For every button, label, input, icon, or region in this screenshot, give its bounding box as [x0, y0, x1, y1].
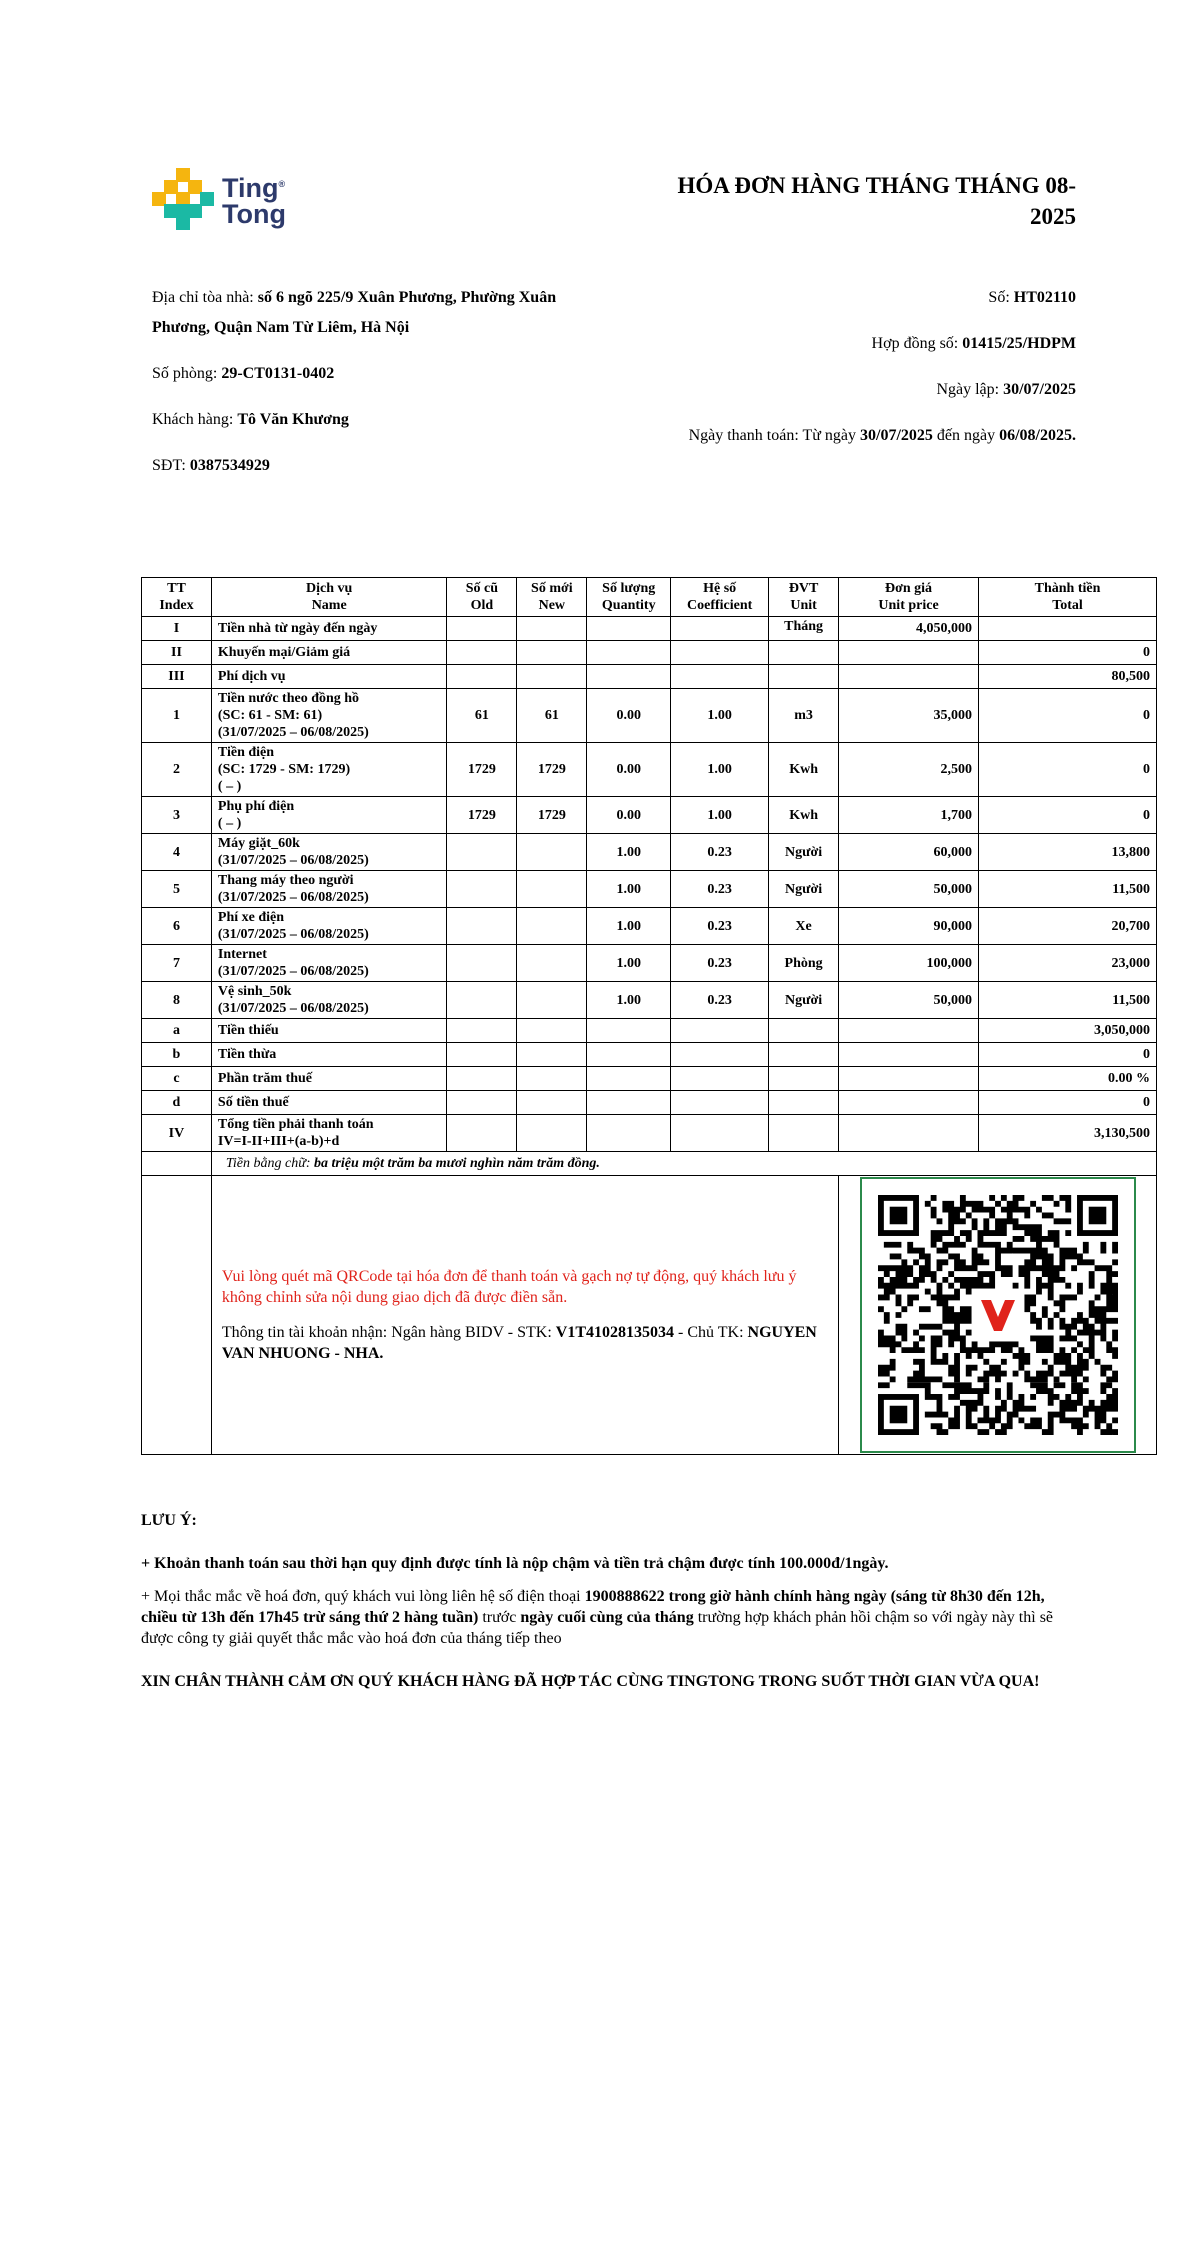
row-name-line: Tiền điện: [217, 745, 275, 760]
table-row: [142, 617, 1157, 641]
late-fee-note: + Khoản thanh toán sau thời hạn quy định được tính là nộp chậm và tiền trả chậm được tính 100.000đ/1ngày.: [141, 1555, 889, 1572]
table-row: [142, 982, 1157, 1019]
qr-instruction: Vui lòng quét mã QRCode tại hóa đơn để thanh toán và gạch nợ tự động, quý khách lưu ý không chỉnh sửa nội dung giao dịch đã được điền sẵn.: [221, 1268, 797, 1306]
thanks-note: XIN CHÂN THÀNH CẢM ƠN QUÝ KHÁCH HÀNG ĐÃ HỢP TÁC CÙNG TINGTONG TRONG SUỐT THỜI GIAN VỪA QUA!: [141, 1673, 1040, 1690]
qr-frame: [860, 1177, 1136, 1453]
row-old: [447, 834, 517, 871]
room-label: Số phòng:: [152, 365, 218, 382]
table-row: [142, 1115, 1157, 1152]
contact-mid: trước: [482, 1609, 517, 1626]
row-index: II: [142, 641, 212, 665]
row-coefficient: [671, 665, 769, 689]
table-row: [142, 797, 1157, 834]
row-total: 23,000: [979, 945, 1157, 982]
customer-info: [152, 283, 612, 481]
row-quantity: 1.00: [587, 982, 671, 1019]
row-name: [211, 617, 447, 641]
row-name-line: Khuyến mại/Giảm giá: [217, 645, 351, 660]
column-header-vi: TT: [167, 581, 186, 596]
row-name-line: ( – ): [217, 816, 242, 831]
row-total: 0: [979, 641, 1157, 665]
column-header-vi: Hệ số: [703, 581, 737, 596]
column-header-en: Name: [311, 598, 347, 613]
invoice-title: HÓA ĐƠN HÀNG THÁNG THÁNG 08-2025: [677, 173, 1076, 229]
contact-suffix: trường hợp khách phản hồi chậm so với ngày này thì sẽ được công ty giải quyết thắc mắc vào hoá đơn của tháng tiếp theo: [141, 1609, 1054, 1647]
row-old: [447, 1019, 517, 1043]
table-row: [142, 871, 1157, 908]
row-old: [447, 871, 517, 908]
column-header-vi: Dịch vụ: [306, 581, 353, 596]
owner-label: - Chủ TK:: [678, 1324, 744, 1341]
row-coefficient: [671, 641, 769, 665]
row-new: [517, 617, 587, 641]
row-total: 80,500: [979, 665, 1157, 689]
column-header: [839, 578, 979, 617]
column-header-vi: Số cũ: [465, 581, 499, 596]
row-quantity: 1.00: [587, 871, 671, 908]
row-name: [211, 1043, 447, 1067]
row-quantity: 1.00: [587, 945, 671, 982]
row-name: [211, 797, 447, 834]
contract-line: [606, 329, 1076, 359]
row-name-line: Internet: [217, 947, 267, 962]
row-new: [517, 665, 587, 689]
column-header-en: Index: [159, 598, 194, 613]
row-name: [211, 1091, 447, 1115]
table-row: [142, 1019, 1157, 1043]
contract-label: Hợp đồng số:: [871, 335, 959, 352]
row-index: 5: [142, 871, 212, 908]
column-header-vi: Số mới: [531, 581, 573, 596]
table-row: [142, 908, 1157, 945]
column-header: [517, 578, 587, 617]
bank-account-info: [222, 1322, 828, 1364]
amount-in-words-label: Tiền bằng chữ:: [225, 1156, 311, 1171]
row-coefficient: [671, 1091, 769, 1115]
created-date-label: Ngày lập:: [936, 381, 1000, 398]
column-header-en: Coefficient: [687, 598, 753, 613]
row-new: 61: [517, 689, 587, 743]
row-total: 0.00 %: [979, 1067, 1157, 1091]
row-index: b: [142, 1043, 212, 1067]
row-unit: Người: [769, 982, 839, 1019]
row-name-line: Phụ phí điện: [217, 799, 295, 814]
invoice-number-value: HT02110: [1013, 289, 1076, 306]
row-quantity: [587, 1115, 671, 1152]
amount-in-words-value: ba triệu một trăm ba mươi nghìn năm trăm đồng.: [314, 1156, 600, 1171]
row-name-line: IV=I-II+III+(a-b)+d: [217, 1134, 340, 1149]
row-old: 1729: [447, 797, 517, 834]
phone-value: 0387534929: [189, 457, 270, 474]
table-row: [142, 1043, 1157, 1067]
row-unit: [769, 641, 839, 665]
row-new: [517, 641, 587, 665]
row-total: 3,130,500: [979, 1115, 1157, 1152]
row-new: [517, 1067, 587, 1091]
column-header: [447, 578, 517, 617]
row-quantity: [587, 641, 671, 665]
column-header-en: New: [538, 598, 566, 613]
phone-label: SĐT:: [152, 457, 186, 474]
row-coefficient: 0.23: [671, 908, 769, 945]
address-line: [152, 283, 612, 343]
row-name: [211, 641, 447, 665]
invoice-meta: [606, 283, 1076, 451]
table-row: [142, 834, 1157, 871]
row-unit: [769, 1115, 839, 1152]
contact-note: [141, 1586, 1061, 1649]
column-header-en: Total: [1052, 598, 1083, 613]
row-index: d: [142, 1091, 212, 1115]
row-index: 3: [142, 797, 212, 834]
row-old: [447, 1115, 517, 1152]
row-total: 0: [979, 1043, 1157, 1067]
payment-date-to: 06/08/2025.: [999, 427, 1076, 444]
row-unit: Người: [769, 871, 839, 908]
row-quantity: [587, 617, 671, 641]
notes-label: LƯU Ý:: [141, 1512, 197, 1529]
row-name: [211, 982, 447, 1019]
row-unit: [769, 1043, 839, 1067]
column-header: [979, 578, 1157, 617]
row-name-line: (31/07/2025 – 06/08/2025): [217, 890, 369, 905]
row-name-line: Máy giặt_60k: [217, 836, 300, 851]
row-name-line: Tiền thiếu: [217, 1023, 279, 1038]
column-header: [671, 578, 769, 617]
column-header-en: Old: [470, 598, 494, 613]
table-row: [142, 743, 1157, 797]
row-name-line: Tiền thừa: [217, 1047, 277, 1062]
row-old: [447, 1043, 517, 1067]
table-row: [142, 1091, 1157, 1115]
row-unit-price: 100,000: [839, 945, 979, 982]
row-unit-price: [839, 1091, 979, 1115]
row-name-line: Vệ sinh_50k: [217, 984, 292, 999]
row-coefficient: 1.00: [671, 689, 769, 743]
payment-instructions: [211, 1176, 838, 1455]
table-row: [142, 665, 1157, 689]
payment-date-label: Ngày thanh toán: Từ ngày: [688, 427, 857, 444]
row-name-line: (31/07/2025 – 06/08/2025): [217, 853, 369, 868]
row-unit: Xe: [769, 908, 839, 945]
row-quantity: [587, 1091, 671, 1115]
row-name: [211, 945, 447, 982]
row-name-line: Tổng tiền phải thanh toán: [217, 1117, 374, 1132]
row-coefficient: [671, 1067, 769, 1091]
notes-section: [141, 1510, 1061, 1704]
row-old: 61: [447, 689, 517, 743]
row-unit: m3: [769, 689, 839, 743]
row-new: [517, 982, 587, 1019]
row-name-line: (SC: 1729 - SM: 1729): [217, 762, 351, 777]
row-name: [211, 1067, 447, 1091]
row-quantity: 1.00: [587, 908, 671, 945]
row-name: [211, 1115, 447, 1152]
payment-date-mid: đến ngày: [936, 427, 996, 444]
row-index: 2: [142, 743, 212, 797]
row-unit-price: [839, 1043, 979, 1067]
empty-cell: [142, 1152, 212, 1176]
row-new: [517, 1043, 587, 1067]
amount-in-words-row: [142, 1152, 1157, 1176]
qr-cell: [839, 1176, 1157, 1455]
contact-hours: 1900888622 trong giờ hành chính hàng ngày (sáng từ 8h30 đến 12h, chiều từ 13h đến 17h45 trừ sáng thứ 2 hàng tuần): [141, 1588, 1045, 1626]
row-old: [447, 665, 517, 689]
row-quantity: [587, 665, 671, 689]
row-name-line: (31/07/2025 – 06/08/2025): [217, 725, 369, 740]
row-coefficient: 0.23: [671, 982, 769, 1019]
account-number: V1T41028135034: [555, 1324, 675, 1341]
contact-deadline: ngày cuối cùng của tháng: [520, 1609, 694, 1626]
row-name: [211, 743, 447, 797]
row-new: [517, 1115, 587, 1152]
logo-mark-icon: [152, 168, 214, 230]
row-name-line: Thang máy theo người: [217, 873, 354, 888]
row-total: [979, 617, 1157, 641]
row-name-line: Tiền nước theo đồng hồ: [217, 691, 360, 706]
payment-qr-row: [142, 1176, 1157, 1455]
owner-name: NGUYEN VAN NHUONG - NHA.: [221, 1324, 817, 1362]
row-new: 1729: [517, 743, 587, 797]
empty-cell: [142, 1176, 212, 1455]
row-total: 3,050,000: [979, 1019, 1157, 1043]
row-name-line: Phí dịch vụ: [217, 669, 286, 684]
column-header: [769, 578, 839, 617]
qr-code-icon: [878, 1195, 1118, 1435]
row-quantity: 0.00: [587, 743, 671, 797]
table-row: [142, 689, 1157, 743]
column-header-vi: Số lượng: [602, 581, 656, 596]
column-header-en: Quantity: [601, 598, 656, 613]
customer-value: Tô Văn Khương: [237, 411, 349, 428]
room-line: [152, 359, 612, 389]
column-header: [587, 578, 671, 617]
row-unit-price: 50,000: [839, 871, 979, 908]
row-name-line: Tiền nhà từ ngày đến ngày: [217, 621, 378, 636]
row-name-line: ( – ): [217, 779, 242, 794]
room-value: 29-CT0131-0402: [221, 365, 335, 382]
row-old: 1729: [447, 743, 517, 797]
column-header-en: Unit: [790, 598, 817, 613]
row-new: [517, 1091, 587, 1115]
customer-label: Khách hàng:: [152, 411, 234, 428]
row-index: III: [142, 665, 212, 689]
row-unit-price: 1,700: [839, 797, 979, 834]
row-quantity: 0.00: [587, 689, 671, 743]
row-name: [211, 871, 447, 908]
contract-value: 01415/25/HDPM: [962, 335, 1076, 352]
created-date-line: [606, 375, 1076, 405]
row-new: 1729: [517, 797, 587, 834]
row-unit-price: 60,000: [839, 834, 979, 871]
row-coefficient: 0.23: [671, 871, 769, 908]
column-header: [142, 578, 212, 617]
row-old: [447, 1067, 517, 1091]
row-unit-price: 35,000: [839, 689, 979, 743]
row-unit: [769, 1091, 839, 1115]
row-new: [517, 1019, 587, 1043]
row-total: 0: [979, 689, 1157, 743]
account-prefix: Thông tin tài khoản nhận: Ngân hàng BIDV - STK:: [221, 1324, 552, 1341]
row-name: [211, 834, 447, 871]
row-old: [447, 641, 517, 665]
row-unit-price: 50,000: [839, 982, 979, 1019]
row-new: [517, 945, 587, 982]
row-name-line: Phần trăm thuế: [217, 1071, 313, 1086]
row-unit-price: [839, 665, 979, 689]
row-total: 13,800: [979, 834, 1157, 871]
invoice-number-label: Số:: [988, 289, 1010, 306]
column-header: [211, 578, 447, 617]
customer-line: [152, 405, 612, 435]
row-name: [211, 665, 447, 689]
row-unit: [769, 1019, 839, 1043]
row-unit: [769, 1067, 839, 1091]
address-label: Địa chỉ tòa nhà:: [152, 289, 254, 306]
invoice-table: [141, 577, 1157, 1455]
row-total: 11,500: [979, 871, 1157, 908]
row-index: 7: [142, 945, 212, 982]
row-name-line: Phí xe điện: [217, 910, 285, 925]
row-new: [517, 834, 587, 871]
phone-line: [152, 451, 612, 481]
row-unit-price: 2,500: [839, 743, 979, 797]
row-coefficient: 0.23: [671, 945, 769, 982]
row-name: [211, 908, 447, 945]
row-quantity: [587, 1043, 671, 1067]
table-row: [142, 1067, 1157, 1091]
row-total: 0: [979, 1091, 1157, 1115]
table-header-row: [142, 578, 1157, 617]
row-name: [211, 1019, 447, 1043]
row-coefficient: 1.00: [671, 797, 769, 834]
row-unit-price: 90,000: [839, 908, 979, 945]
row-coefficient: 0.23: [671, 834, 769, 871]
row-unit: Kwh: [769, 743, 839, 797]
logo-line1: Ting: [222, 173, 279, 203]
payment-date-line: [606, 421, 1076, 451]
row-index: 6: [142, 908, 212, 945]
row-unit-price: [839, 641, 979, 665]
created-date-value: 30/07/2025: [1003, 381, 1076, 398]
invoice-number-line: [606, 283, 1076, 313]
column-header-vi: Đơn giá: [885, 581, 933, 596]
row-unit: [769, 665, 839, 689]
logo-text: [222, 171, 286, 227]
row-quantity: 1.00: [587, 834, 671, 871]
row-new: [517, 871, 587, 908]
row-coefficient: [671, 617, 769, 641]
row-name-line: (31/07/2025 – 06/08/2025): [217, 964, 369, 979]
address-value: số 6 ngõ 225/9 Xuân Phương, Phường Xuân Phương, Quận Nam Từ Liêm, Hà Nội: [152, 289, 557, 336]
column-header-en: Unit price: [878, 598, 939, 613]
row-old: [447, 945, 517, 982]
row-index: 4: [142, 834, 212, 871]
row-quantity: [587, 1067, 671, 1091]
row-index: a: [142, 1019, 212, 1043]
row-quantity: 0.00: [587, 797, 671, 834]
row-total: 20,700: [979, 908, 1157, 945]
row-name: [211, 689, 447, 743]
logo-registered-mark: ®: [278, 179, 286, 189]
amount-in-words: [211, 1152, 1156, 1176]
row-unit: Kwh: [769, 797, 839, 834]
row-unit-price: 4,050,000: [839, 617, 979, 641]
row-total: 11,500: [979, 982, 1157, 1019]
row-unit-price: [839, 1115, 979, 1152]
row-index: c: [142, 1067, 212, 1091]
row-old: [447, 617, 517, 641]
row-index: I: [142, 617, 212, 641]
row-index: IV: [142, 1115, 212, 1152]
row-index: 1: [142, 689, 212, 743]
row-total: 0: [979, 743, 1157, 797]
row-quantity: [587, 1019, 671, 1043]
column-header-vi: Thành tiền: [1034, 581, 1101, 596]
row-coefficient: 1.00: [671, 743, 769, 797]
row-unit: Tháng: [769, 617, 839, 641]
table-row: [142, 945, 1157, 982]
row-old: [447, 908, 517, 945]
table-row: [142, 641, 1157, 665]
tingtong-logo: [152, 168, 286, 230]
payment-date-from: 30/07/2025: [860, 427, 933, 444]
row-name-line: (SC: 61 - SM: 61): [217, 708, 323, 723]
column-header-vi: ĐVT: [788, 581, 819, 596]
row-old: [447, 982, 517, 1019]
row-coefficient: [671, 1019, 769, 1043]
row-total: 0: [979, 797, 1157, 834]
row-name-line: Số tiền thuế: [217, 1095, 289, 1110]
row-unit: Phòng: [769, 945, 839, 982]
contact-prefix: + Mọi thắc mắc về hoá đơn, quý khách vui lòng liên hệ số điện thoại: [141, 1588, 581, 1605]
row-name-line: (31/07/2025 – 06/08/2025): [217, 927, 369, 942]
row-name-line: (31/07/2025 – 06/08/2025): [217, 1001, 369, 1016]
row-new: [517, 908, 587, 945]
row-unit-price: [839, 1019, 979, 1043]
row-unit-price: [839, 1067, 979, 1091]
row-coefficient: [671, 1115, 769, 1152]
row-coefficient: [671, 1043, 769, 1067]
logo-line2: Tong: [222, 199, 286, 229]
row-old: [447, 1091, 517, 1115]
row-index: 8: [142, 982, 212, 1019]
row-unit: Người: [769, 834, 839, 871]
